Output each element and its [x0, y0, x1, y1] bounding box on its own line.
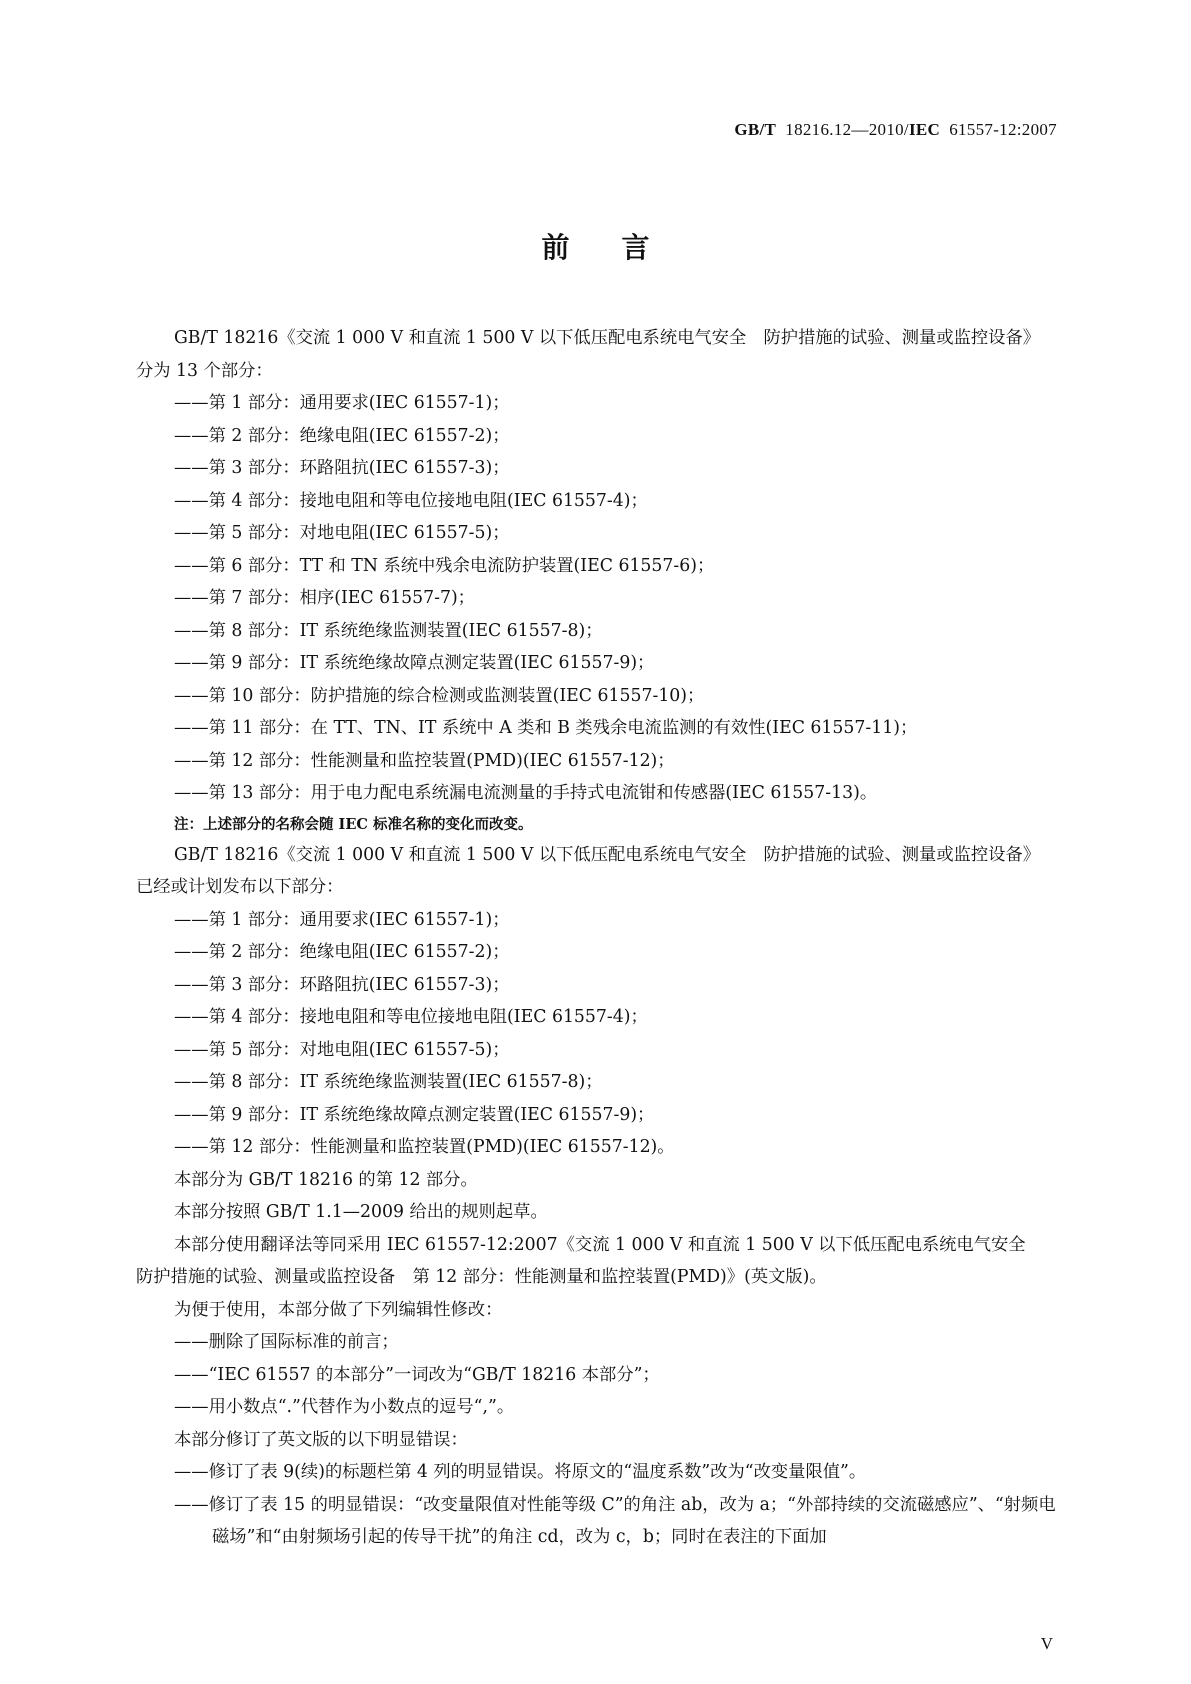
- list-item: ——第 6 部分：TT 和 TN 系统中残余电流防护装置(IEC 61557-6)；: [174, 555, 715, 576]
- list-item: ——第 8 部分：IT 系统绝缘监测装置(IEC 61557-8)；: [174, 620, 603, 641]
- list-item: ——第 3 部分：环路阻抗(IEC 61557-3)；: [174, 458, 510, 478]
- list-item: ——第 3 部分：环路阻抗(IEC 61557-3)；: [174, 974, 510, 995]
- list-item: ——第 12 部分：性能测量和监控装置(PMD)(IEC 61557-12)；: [174, 750, 675, 771]
- page-number: V: [1040, 1634, 1053, 1653]
- list-item: ——第 1 部分：通用要求(IEC 61557-1)；: [174, 393, 510, 413]
- list-item: ——第 2 部分：绝缘电阻(IEC 61557-2)；: [174, 425, 510, 446]
- translation-statement: 本部分使用翻译法等同采用 IEC 61557-12:2007《交流 1 000 V 和直流 1 500 V 以下低压配电系统电气安全 防护措施的试验、测量或监控设备 第 12 部分：性能测量和监控装置(PMD)》(英文版)。: [136, 1234, 1043, 1287]
- list-item: ——第 5 部分：对地电阻(IEC 61557-5)；: [174, 1039, 510, 1060]
- list-item: ——修订了表 15 的明显错误：“改变量限值对性能等级 C”的角注 ab，改为 a；“外部持续的交流磁感应”、“射频电磁场”和“由射频场引起的传导干扰”的角注 cd，改为 c，b；同时在表注的下面加: [174, 1494, 1056, 1547]
- list-item: ——第 1 部分：通用要求(IEC 61557-1)；: [174, 909, 510, 930]
- list-item: ——第 11 部分：在 TT、TN、IT 系统中 A 类和 B 类残余电流监测的有效性(IEC 61557-11)；: [174, 718, 918, 738]
- foreword-body: [136, 322, 1056, 1554]
- list-item: ——修订了表 9(续)的标题栏第 4 列的明显错误。将原文的“温度系数”改为“改变量限值”。: [174, 1462, 867, 1482]
- list-item: ——用小数点“.”代替作为小数点的逗号“,”。: [174, 1397, 515, 1417]
- page-title: 前言: [541, 231, 702, 264]
- note: 注：上述部分的名称会随 IEC 标准名称的变化而改变。: [174, 815, 533, 833]
- parts-intro: GB/T 18216《交流 1 000 V 和直流 1 500 V 以下低压配电系统电气安全 防护措施的试验、测量或监控设备》分为 13 个部分：: [136, 328, 1041, 381]
- editorial-intro: 为便于使用，本部分做了下列编辑性修改：: [174, 1299, 503, 1320]
- list-item: ——删除了国际标准的前言；: [174, 1332, 399, 1352]
- list-item: ——第 12 部分：性能测量和监控装置(PMD)(IEC 61557-12)。: [174, 1137, 675, 1157]
- list-item: ——第 9 部分：IT 系统绝缘故障点测定装置(IEC 61557-9)；: [174, 653, 655, 673]
- this-part-statement: 本部分为 GB/T 18216 的第 12 部分。: [174, 1169, 478, 1190]
- errata-intro: 本部分修订了英文版的以下明显错误：: [174, 1429, 468, 1450]
- published-intro: GB/T 18216《交流 1 000 V 和直流 1 500 V 以下低压配电系统电气安全 防护措施的试验、测量或监控设备》已经或计划发布以下部分：: [136, 844, 1041, 897]
- list-item: ——第 4 部分：接地电阻和等电位接地电阻(IEC 61557-4)；: [174, 1007, 648, 1027]
- list-item: ——第 2 部分：绝缘电阻(IEC 61557-2)；: [174, 942, 510, 962]
- list-item: ——第 13 部分：用于电力配电系统漏电流测量的手持式电流钳和传感器(IEC 61557-13)。: [174, 783, 878, 803]
- drafting-statement: 本部分按照 GB/T 1.1—2009 给出的规则起草。: [174, 1202, 548, 1222]
- parts-list: [136, 387, 1056, 810]
- standard-number-header: GB/T 18216.12—2010/IEC 61557-12:2007: [734, 120, 1057, 139]
- list-item: ——第 10 部分：防护措施的综合检测或监测装置(IEC 61557-10)；: [174, 685, 705, 706]
- list-item: ——第 7 部分：相序(IEC 61557-7)；: [174, 588, 475, 608]
- errata-list: [136, 1456, 1056, 1554]
- list-item: ——第 5 部分：对地电阻(IEC 61557-5)；: [174, 523, 510, 543]
- list-item: ——第 9 部分：IT 系统绝缘故障点测定装置(IEC 61557-9)；: [174, 1104, 655, 1125]
- list-item: ——第 4 部分：接地电阻和等电位接地电阻(IEC 61557-4)；: [174, 490, 648, 511]
- published-list: [136, 904, 1056, 1164]
- editorial-list: [136, 1326, 1056, 1424]
- list-item: ——“IEC 61557 的本部分”一词改为“GB/T 18216 本部分”；: [174, 1364, 660, 1385]
- list-item: ——第 8 部分：IT 系统绝缘监测装置(IEC 61557-8)；: [174, 1072, 603, 1092]
